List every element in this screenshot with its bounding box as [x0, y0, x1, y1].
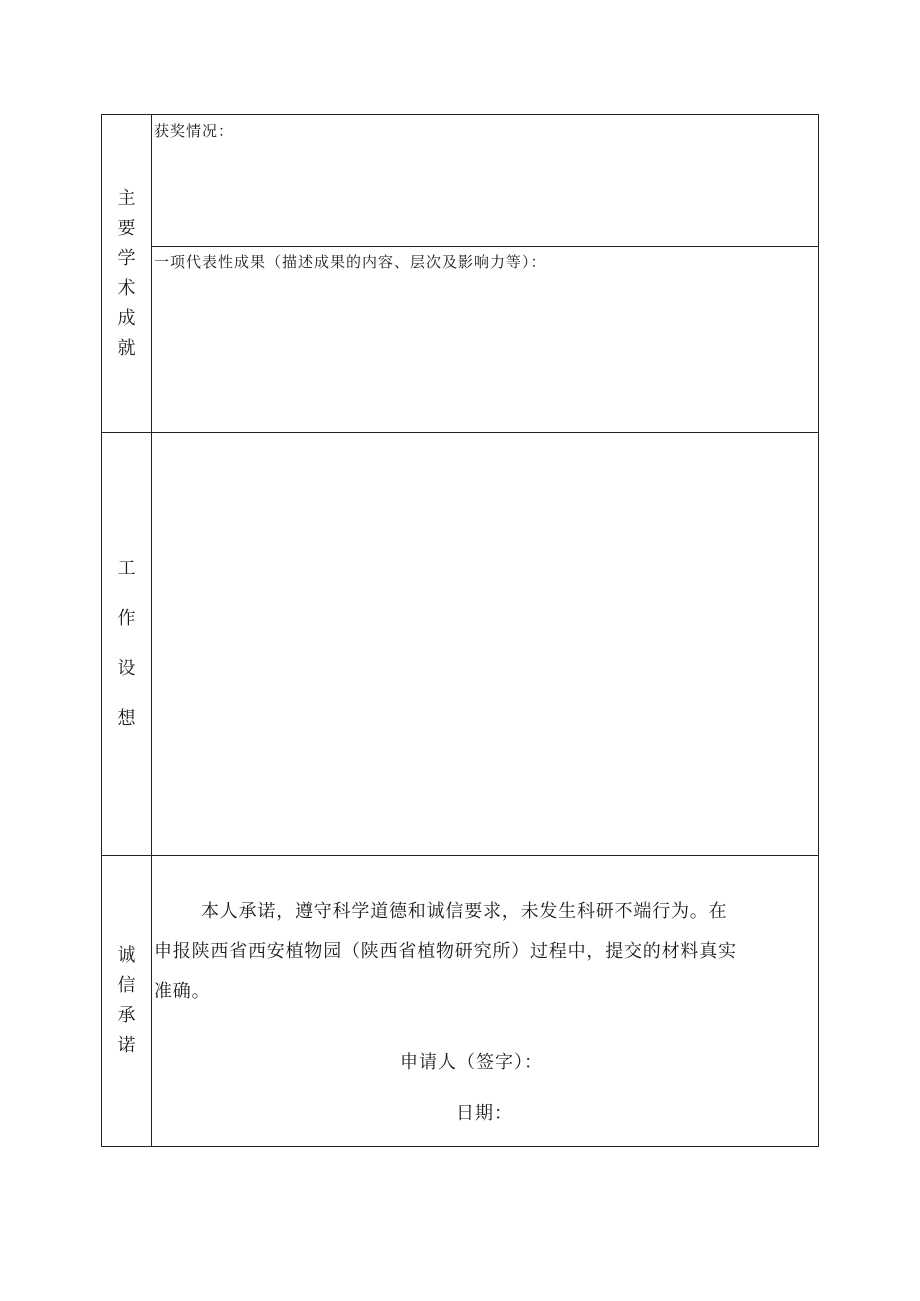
work-plan-section-label — [102, 432, 151, 855]
integrity-label-char: 诚 — [117, 945, 136, 966]
application-form-table — [101, 114, 819, 1147]
achievements-label-char: 学 — [117, 247, 136, 269]
work-plan-label-char: 作 — [117, 607, 136, 629]
work-plan-label-char: 想 — [117, 707, 136, 729]
pledge-line: 准确。 — [154, 981, 211, 1002]
integrity-section-label — [102, 855, 151, 1147]
achievements-label-char: 就 — [117, 337, 136, 359]
pledge-line: 本人承诺，遵守科学道德和诚信要求，未发生科研不端行为。在 — [201, 901, 728, 922]
representative-achievement-field-label: 一项代表性成果（描述成果的内容、层次及影响力等）： — [154, 253, 547, 271]
integrity-label-char: 诺 — [117, 1035, 136, 1056]
achievements-section-label — [102, 115, 151, 432]
applicant-signature-label: 申请人（签字）： — [400, 1052, 543, 1073]
pledge-line: 申报陕西省西安植物园（陕西省植物研究所）过程中，提交的材料真实 — [154, 941, 737, 962]
integrity-label-char: 承 — [117, 1005, 136, 1026]
work-plan-label-char: 设 — [117, 657, 136, 679]
achievements-bottom-divider — [102, 432, 818, 433]
integrity-label-char: 信 — [117, 975, 136, 996]
achievements-label-char: 要 — [117, 217, 136, 239]
label-column-divider — [151, 115, 152, 1146]
date-label: 日期： — [456, 1103, 513, 1124]
achievements-label-char: 术 — [117, 277, 136, 299]
work-plan-bottom-divider — [102, 855, 818, 856]
integrity-pledge-text — [154, 892, 818, 1012]
achievements-inner-divider — [151, 246, 818, 247]
achievements-label-char: 成 — [117, 307, 136, 329]
work-plan-label-char: 工 — [117, 557, 136, 579]
awards-field-label: 获奖情况： — [154, 122, 235, 140]
achievements-label-char: 主 — [117, 187, 136, 209]
